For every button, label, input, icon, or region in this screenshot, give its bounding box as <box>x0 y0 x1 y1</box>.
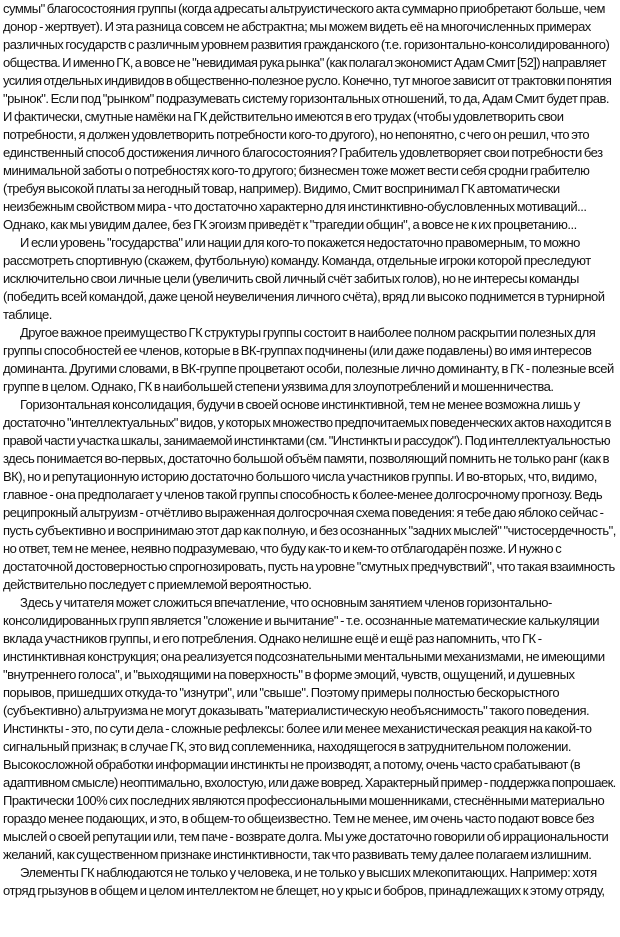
text-line: но ответ, тем не менее, неявно подразумеваю, что буду как-то и кем-то отблагодарён позже. И нужно с <box>3 541 562 556</box>
text-line: гораздо менее подающих, и это, в общем-то общеизвестно. Тем не менее, им очень часто подают вовсе без <box>3 811 595 826</box>
text-line: Другое важное преимущество ГК структуры группы состоит в наиболее полном раскрытии полезных для <box>20 325 596 340</box>
text-line: Элементы ГК наблюдаются не только у человека, и не только у высших млекопитающих. Например: хотя <box>20 865 597 880</box>
text-line: Горизонтальная консолидация, будучи в своей основе инстинктивной, тем не менее возможна лишь у <box>20 397 580 412</box>
text-line: Практически 100% сих последних являются профессиональными мошенниками, стеснёнными материально <box>3 793 605 808</box>
text-line: сигнальный признак; в случае ГК, это вид соплеменника, находящегося в затруднительном положении. <box>3 739 572 754</box>
text-line: вклада участников группы, и его потребления. Однако нелишне ещё и ещё раз напомнить, что ГК - <box>3 631 542 646</box>
text-line: неизбежным свойством мира - что достаточно характерно для инстинктивно-обусловленных мотиваций... <box>3 199 587 214</box>
text-line: Здесь у читателя может сложиться впечатление, что основным занятием членов горизонтально- <box>20 595 552 610</box>
text-line: "внутреннего голоса", и "выходящими на поверхность" в форме эмоций, чувств, ощущений, и душевных <box>3 667 575 682</box>
text-line: (требуя высокой платы за негодный товар, например). Видимо, Смит воспринимал ГК автоматически <box>3 181 560 196</box>
text-line: Инстинкты - это, по сути дела - сложные рефлексы: более или менее механистическая реакция на какой-то <box>3 721 592 736</box>
text-line: различных государств с различным уровнем развития гражданского (т.е. горизонтально-консолидированного) <box>3 37 610 52</box>
text-line: (субъективно) альтруизма не могут доказывать "материалистическую необъяснимость" такого поведения. <box>3 703 590 718</box>
text-line: реципрокный альтруизм - отчётливо выраженная долгосрочная схема поведения: я тебе даю яблоко сейчас - <box>3 505 604 520</box>
text-line: рассмотреть спортивную (скажем, футбольную) команду. Команда, отдельные игроки которой преследуют <box>3 253 591 268</box>
text-line: желаний, как существенном признаке инстинктивности, так что развивать тему далее полагаем излишним. <box>3 847 592 862</box>
text-line: общества. И именно ГК, а вовсе не "невидимая рука рынка" (как полагал экономист Адам Смит [52]) направляет <box>3 55 606 70</box>
text-line: Высокосложной обработки информации инстинкты не производят, а потому, очень часто срабатывают (в <box>3 757 581 772</box>
text-line: здесь понимается во-первых, достаточно большой объём памяти, позволяющий помнить не только ранг (как в <box>3 451 610 466</box>
paragraph <box>3 324 616 396</box>
text-line: доминанта. Другими словами, в ВК-группе процветают особи, полезные лично доминанту, в ГК - полезные всей <box>3 361 614 376</box>
text-line: усилия отдельных индивидов в общественно-полезное русло. Конечно, тут многое зависит от трактовки понятия <box>3 73 612 88</box>
text-line: потребности, я должен удовлетворить потребности кого-то другого), но непонятно, с чего он решил, что это <box>3 127 590 142</box>
text-line: И если уровень "государства" или нации для кого-то покажется недостаточно правомерным, то можно <box>20 235 580 250</box>
text-line: достаточной достоверностью спрогнозировать, пусть на уровне "смутных предчувствий", что такая взаимность <box>3 559 615 574</box>
text-line: И фактически, смутные намёки на ГК действительно имеются в его трудах (чтобы удовлетворить свои <box>3 109 564 124</box>
text-line: адаптивном смысле) неоптимально, вхолостую, или даже вовред. Характерный пример - поддержка попрошаек. <box>3 775 616 790</box>
text-line: "рынок". Если под "рынком" подразумевать систему горизонтальных отношений, то да, Адам Смит будет прав. <box>3 91 610 106</box>
text-line: порывов, пришедших откуда-то "изнутри", или "свыше". Поэтому примеры полностью бескорыстного <box>3 685 560 700</box>
paragraph <box>3 0 616 234</box>
text-line: мыслей о своей репутации или, тем паче - возврате долга. Мы уже достаточно говорили об иррациональности <box>3 829 609 844</box>
text-line: группы способностей ее членов, которые в ВК-группах подчинены (или даже подавлены) во имя интересов <box>3 343 592 358</box>
text-line: отряд грызунов в общем и целом интеллектом не блещет, но у крыс и бобров, принадлежащих к этому отряду, <box>3 883 605 898</box>
text-line: действительно последует с приемлемой вероятностью. <box>3 577 312 592</box>
text-line: единственный способ достижения личного благосостояния? Грабитель удовлетворяет свои потребности без <box>3 145 603 160</box>
paragraph <box>3 234 616 324</box>
text-line: инстинктивная конструкция; она реализуется подсознательными ментальными механизмами, не имеющими <box>3 649 605 664</box>
text-line: суммы" благосостояния группы (когда адресаты альтруистического акта суммарно приобретают больше, чем <box>3 1 605 16</box>
paragraph <box>3 396 616 594</box>
text-line: (победить всей командой, даже ценой неувеличения личного счёта), вряд ли высоко поднимется в турнирной <box>3 289 605 304</box>
paragraph <box>3 594 616 864</box>
text-line: Однако, как мы увидим далее, без ГК эгоизм приведёт к "трагедии общин", а вовсе не к их процветанию... <box>3 217 577 232</box>
paragraph <box>3 864 616 900</box>
text-line: группе в целом. Однако, ГК в наибольшей степени уязвима для злоупотреблений и мошенничества. <box>3 379 554 394</box>
text-line: ВК), но и репутационную историю достаточно большого числа участников группы. И во-вторых, что, видимо, <box>3 469 597 484</box>
text-line: исключительно свои личные цели (увеличить свой личный счёт забитых голов), но не интересы команды <box>3 271 579 286</box>
text-line: донор - жертвует). И эта разница совсем не абстрактна; мы можем видеть её на многочисленных примерах <box>3 19 591 34</box>
text-line: главное - она предполагает у членов такой группы способность к более-менее долгосрочному прогнозу. Ведь <box>3 487 603 502</box>
text-line: консолидированных групп является "сложение и вычитание" - т.е. осознанные математические калькуляции <box>3 613 599 628</box>
text-line: пусть субъективно и воспринимаю этот дар как полную, и без осознанных "задних мыслей" "чистосердечность", <box>3 523 616 538</box>
text-line: таблице. <box>3 307 52 322</box>
text-line: правой части участка шкалы, занимаемой инстинктами (см. "Инстинкты и рассудок"). Под интеллектуальностью <box>3 433 610 448</box>
text-line: достаточно "интеллектуальных" видов, у которых множество предпочитаемых поведенческих актов находится в <box>3 415 611 430</box>
text-line: минимальной заботы о потребностях кого-то другого; бизнесмен тоже может вести себя сродни грабителю <box>3 163 590 178</box>
